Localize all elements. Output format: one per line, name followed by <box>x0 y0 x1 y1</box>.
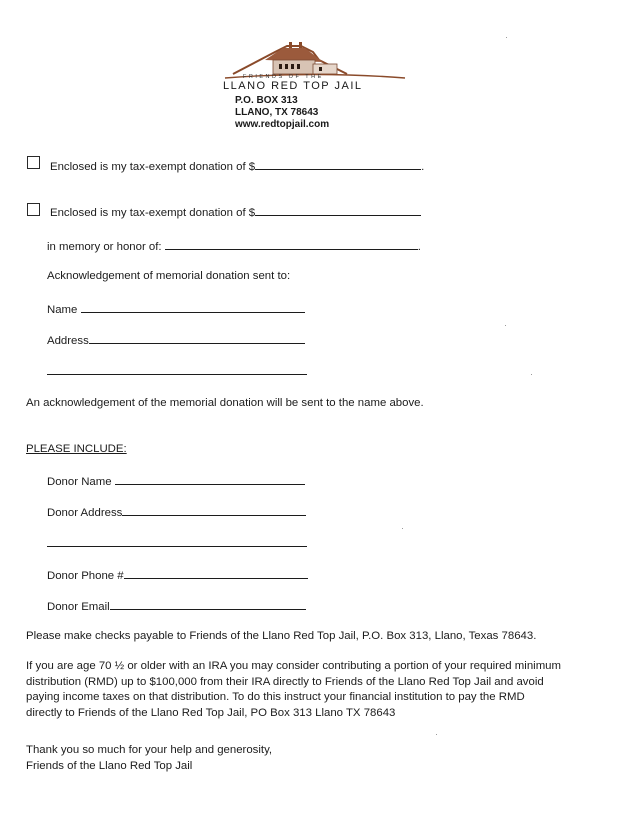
scan-speck <box>436 734 437 735</box>
donor-phone-row <box>47 567 308 583</box>
ack-address-label: Address <box>47 335 89 347</box>
scan-speck <box>531 374 532 375</box>
scan-speck <box>402 528 403 529</box>
donor-address-label: Donor Address <box>47 507 123 519</box>
please-include-heading: PLEASE INCLUDE: <box>26 443 127 455</box>
donor-email-label: Donor Email <box>47 601 110 613</box>
donation-row-1 <box>50 158 424 174</box>
ira-line-3: paying income taxes on that distribution. To do this instruct your financial institution to pay the RMD <box>26 691 525 703</box>
scan-speck <box>506 37 507 38</box>
ack-name-label: Name <box>47 304 78 316</box>
memory-suffix: . <box>417 241 421 253</box>
donor-address-field-line-2[interactable] <box>47 535 307 547</box>
donor-phone-label: Donor Phone # <box>47 570 124 582</box>
donor-address-field[interactable] <box>122 504 306 516</box>
scan-speck <box>505 325 506 326</box>
checks-payable-note: Please make checks payable to Friends of the Llano Red Top Jail, P.O. Box 313, Llano, Texas 78643. <box>26 630 537 642</box>
ira-line-1: If you are age 70 ½ or older with an IRA you may consider contributing a portion of your required minimum <box>26 660 562 672</box>
ack-name-field[interactable] <box>81 301 305 313</box>
po-box: P.O. BOX 313 <box>235 95 298 106</box>
closing-line-2: Friends of the Llano Red Top Jail <box>26 759 193 772</box>
website-link[interactable]: www.redtopjail.com <box>235 119 330 130</box>
donation-label-1: Enclosed is my tax-exempt donation of $ <box>50 161 256 173</box>
donation-suffix-1: . <box>421 161 425 173</box>
donation-amount-field-1[interactable] <box>255 158 421 170</box>
donor-name-label: Donor Name <box>47 476 112 488</box>
donor-phone-field[interactable] <box>124 567 308 579</box>
city-state-zip: LLANO, TX 78643 <box>235 107 319 118</box>
memory-field[interactable] <box>165 238 418 250</box>
letterhead <box>215 38 415 133</box>
donor-name-field[interactable] <box>115 473 305 485</box>
memory-row <box>47 238 421 254</box>
closing-line-1: Thank you so much for your help and generosity, <box>26 744 273 756</box>
donor-name-row <box>47 473 305 489</box>
acknowledgement-heading: Acknowledgement of memorial donation sent to: <box>47 270 291 282</box>
memory-label: in memory or honor of: <box>47 241 162 253</box>
donation-row-2 <box>50 204 421 220</box>
donation-amount-field-2[interactable] <box>255 204 421 216</box>
logo-name-text: LLANO RED TOP JAIL <box>223 80 363 92</box>
donor-email-field[interactable] <box>110 598 306 610</box>
ira-paragraph <box>26 659 561 721</box>
ira-line-2: distribution (RMD) up to $100,000 from their IRA directly to Friends of the Llano Red Top Jail and avoid <box>26 675 544 688</box>
donor-address-row <box>47 504 306 520</box>
donor-email-row <box>47 598 306 614</box>
donation-label-2: Enclosed is my tax-exempt donation of $ <box>50 207 256 219</box>
closing-block <box>26 743 272 774</box>
donation-checkbox-1[interactable] <box>27 156 40 169</box>
ack-address-field-line-2[interactable] <box>47 363 307 375</box>
logo-friends-text: FRIENDS OF THE <box>243 74 324 80</box>
donation-checkbox-2[interactable] <box>27 203 40 216</box>
ack-address-row <box>47 332 305 348</box>
ack-note: An acknowledgement of the memorial donation will be sent to the name above. <box>26 397 424 409</box>
ack-address-field[interactable] <box>89 332 305 344</box>
ira-line-4: directly to Friends of the Llano Red Top Jail, PO Box 313 Llano TX 78643 <box>26 706 396 719</box>
ack-name-row <box>47 301 305 317</box>
